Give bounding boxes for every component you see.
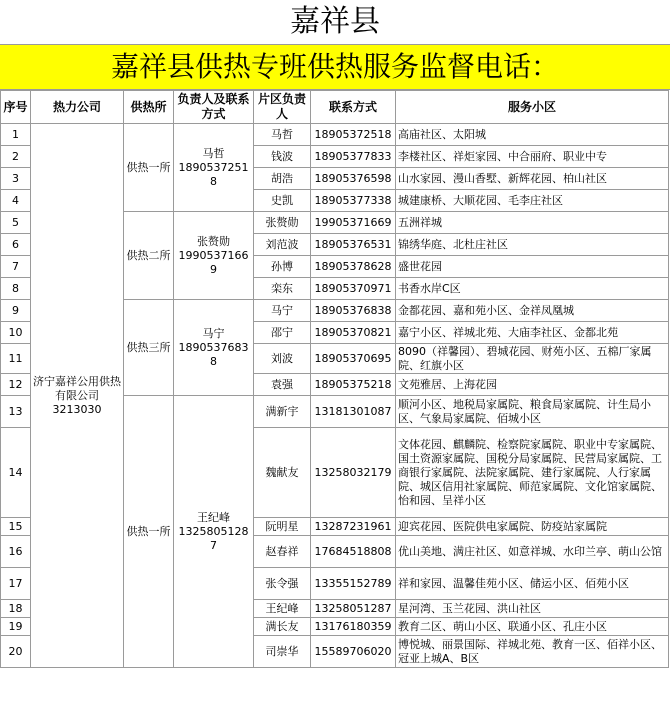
manager-name: 邵宁: [254, 322, 311, 344]
manager-name: 阮明星: [254, 518, 311, 536]
manager-name: 王纪峰: [254, 600, 311, 618]
manager-name: 胡浩: [254, 168, 311, 190]
station-cell: 供热三所: [124, 300, 174, 396]
manager-phone: 13258032179: [311, 428, 396, 518]
row-index: 13: [1, 396, 31, 428]
service-areas: 金都花园、嘉和苑小区、金祥凤凰城: [396, 300, 669, 322]
station-leader-cell: 王纪峰 13258051287: [174, 396, 254, 668]
manager-name: 刘波: [254, 344, 311, 374]
manager-phone: 13181301087: [311, 396, 396, 428]
header-areas: 服务小区: [396, 91, 669, 124]
manager-phone: 13287231961: [311, 518, 396, 536]
manager-phone: 18905376531: [311, 234, 396, 256]
service-areas: 教育二区、萌山小区、联通小区、孔庄小区: [396, 618, 669, 636]
page-subtitle: 嘉祥县供热专班供热服务监督电话：: [0, 45, 670, 90]
service-areas: 文体花园、麒麟院、检察院家属院、职业中专家属院、国土资源家属院、国税分局家属院、民营局家属院、工商银行家属院、法院家属院、建行家属院、人行家属院、城区信用社家属院、师范家属院、文化馆家属院、怡和园、呈祥小区: [396, 428, 669, 518]
manager-phone: 18905370971: [311, 278, 396, 300]
manager-phone: 18905370695: [311, 344, 396, 374]
station-cell: 供热一所: [124, 396, 174, 668]
manager-name: 满长友: [254, 618, 311, 636]
service-areas: 星河湾、玉兰花园、洪山社区: [396, 600, 669, 618]
header-phone: 联系方式: [311, 91, 396, 124]
station-leader-cell: 马哲 18905372518: [174, 124, 254, 212]
manager-name: 张赘勋: [254, 212, 311, 234]
company-cell: 济宁嘉祥公用供热有限公司 3213030: [31, 124, 124, 668]
manager-phone: 19905371669: [311, 212, 396, 234]
row-index: 2: [1, 146, 31, 168]
manager-phone: 17684518808: [311, 536, 396, 568]
header-row: [1, 91, 669, 124]
row-index: 19: [1, 618, 31, 636]
manager-name: 马宁: [254, 300, 311, 322]
manager-name: 赵春祥: [254, 536, 311, 568]
manager-name: 栾东: [254, 278, 311, 300]
station-cell: 供热二所: [124, 212, 174, 300]
header-station: 供热所: [124, 91, 174, 124]
manager-phone: 18905376598: [311, 168, 396, 190]
manager-phone: 13355152789: [311, 568, 396, 600]
header-index: 序号: [1, 91, 31, 124]
page-title: 嘉祥县: [0, 0, 670, 45]
manager-phone: 18905372518: [311, 124, 396, 146]
row-index: 15: [1, 518, 31, 536]
row-index: 10: [1, 322, 31, 344]
row-index: 6: [1, 234, 31, 256]
row-index: 16: [1, 536, 31, 568]
service-areas: 盛世花园: [396, 256, 669, 278]
service-areas: 五洲祥城: [396, 212, 669, 234]
row-index: 5: [1, 212, 31, 234]
service-areas: 迎宾花园、医院供电家属院、防疫站家属院: [396, 518, 669, 536]
station-leader-cell: 马宁 18905376838: [174, 300, 254, 396]
row-index: 11: [1, 344, 31, 374]
row-index: 1: [1, 124, 31, 146]
station-cell: 供热一所: [124, 124, 174, 212]
table-body: [1, 124, 669, 668]
manager-name: 司崇华: [254, 636, 311, 668]
service-areas: 山水家园、漫山香墅、新辉花园、柏山社区: [396, 168, 669, 190]
row-index: 17: [1, 568, 31, 600]
service-areas: 祥和家园、温馨佳苑小区、储运小区、佰苑小区: [396, 568, 669, 600]
manager-phone: 18905370821: [311, 322, 396, 344]
manager-name: 魏献友: [254, 428, 311, 518]
manager-phone: 18905375218: [311, 374, 396, 396]
manager-phone: 15589706020: [311, 636, 396, 668]
hotline-table: [0, 90, 669, 668]
service-areas: 博悦城、丽景国际、祥城北苑、教育一区、佰祥小区、冠亚上城A、B区: [396, 636, 669, 668]
manager-name: 马哲: [254, 124, 311, 146]
manager-name: 张令强: [254, 568, 311, 600]
header-company: 热力公司: [31, 91, 124, 124]
manager-name: 孙博: [254, 256, 311, 278]
row-index: 4: [1, 190, 31, 212]
manager-name: 史凯: [254, 190, 311, 212]
service-areas: 优山美地、满庄社区、如意祥城、水印兰亭、萌山公馆: [396, 536, 669, 568]
row-index: 18: [1, 600, 31, 618]
table-row: [1, 124, 669, 146]
manager-name: 满新宇: [254, 396, 311, 428]
service-areas: 顺河小区、地税局家属院、粮食局家属院、计生局小区、气象局家属院、佰城小区: [396, 396, 669, 428]
manager-phone: 18905378628: [311, 256, 396, 278]
manager-name: 刘范波: [254, 234, 311, 256]
header-manager: 片区负责人: [254, 91, 311, 124]
service-areas: 锦绣华庭、北杜庄社区: [396, 234, 669, 256]
manager-phone: 18905377833: [311, 146, 396, 168]
row-index: 7: [1, 256, 31, 278]
row-index: 14: [1, 428, 31, 518]
service-areas: 嘉宁小区、祥城北苑、大庙李社区、金都北苑: [396, 322, 669, 344]
station-leader-cell: 张赘勋 19905371669: [174, 212, 254, 300]
service-areas: 书香水岸C区: [396, 278, 669, 300]
service-areas: 8090（祥馨园）、碧城花园、财苑小区、五棉厂家属院、红旗小区: [396, 344, 669, 374]
service-areas: 城建康桥、大顺花园、毛李庄社区: [396, 190, 669, 212]
service-areas: 高庙社区、太阳城: [396, 124, 669, 146]
manager-phone: 18905376838: [311, 300, 396, 322]
manager-phone: 13258051287: [311, 600, 396, 618]
row-index: 20: [1, 636, 31, 668]
service-areas: 文苑雅居、上海花园: [396, 374, 669, 396]
row-index: 8: [1, 278, 31, 300]
header-leader: 负责人及联系方式: [174, 91, 254, 124]
manager-name: 钱波: [254, 146, 311, 168]
manager-phone: 13176180359: [311, 618, 396, 636]
manager-phone: 18905377338: [311, 190, 396, 212]
row-index: 3: [1, 168, 31, 190]
row-index: 9: [1, 300, 31, 322]
row-index: 12: [1, 374, 31, 396]
service-areas: 李楼社区、祥炬家园、中合丽府、职业中专: [396, 146, 669, 168]
manager-name: 袁强: [254, 374, 311, 396]
